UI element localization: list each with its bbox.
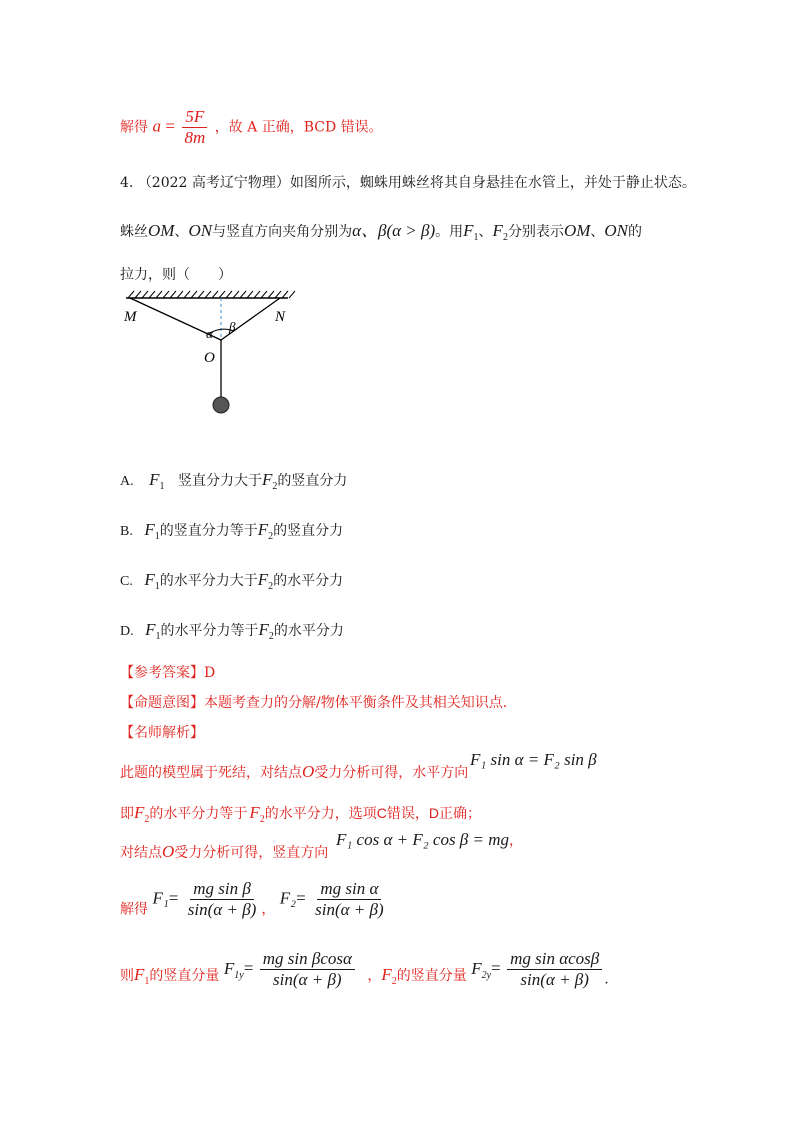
text-group (367, 964, 467, 987)
math-F2 (492, 221, 508, 243)
hatch-mark (163, 291, 169, 298)
option-ref: C (376, 805, 387, 821)
symbol: F (257, 570, 269, 589)
text: 的水平分力，选项 (264, 806, 377, 822)
spider-ball (213, 397, 229, 413)
subscript: 2 (268, 581, 274, 592)
horizontal-equation (470, 750, 597, 770)
solution-suffix: ，故 A 正确，BCD 错误。 (214, 119, 383, 136)
symbol: F (144, 570, 155, 589)
math-F2: F₂ (279, 888, 297, 908)
text: 与竖直方向夹角分别为 (212, 224, 353, 240)
option-text: 竖直分力大于 (178, 473, 263, 489)
math-F (381, 964, 397, 987)
reference-answer: 【参考答案】D (120, 665, 216, 681)
symbol: F (149, 470, 160, 489)
symbol: F (134, 803, 145, 822)
hatch-mark (275, 291, 281, 298)
math-F2 (258, 620, 274, 642)
option-ref: D (428, 805, 440, 821)
fraction-F1y (260, 950, 355, 989)
fraction-numerator: 5F (182, 108, 207, 128)
math-OM: OM (148, 221, 175, 240)
symbol: F (262, 470, 273, 489)
hatch-mark (128, 291, 134, 298)
option-text: 的水平分力 (273, 573, 344, 589)
text-group (120, 964, 220, 987)
solution-prefix: 解得 (120, 119, 148, 136)
option-letter: B. (120, 524, 133, 539)
math-F1: F₁ (152, 888, 169, 908)
hatch-mark (170, 291, 176, 298)
subscript: 2 (268, 531, 274, 542)
option-text: 的竖直分力等于 (159, 523, 258, 539)
subscript: 2 (391, 975, 397, 987)
math-F1y (223, 958, 244, 981)
math-F2 (262, 470, 278, 492)
symbol: F (463, 221, 474, 240)
math-ON: ON (188, 221, 213, 240)
subscript: 1 (154, 581, 160, 592)
symbol: F (223, 958, 235, 978)
fraction-F2 (312, 880, 387, 919)
subscript: 1 (144, 975, 150, 987)
analysis-line-1 (120, 762, 468, 782)
text: 的竖直分量 (149, 967, 220, 984)
equation: F₁ sin α = F₂ sin β (470, 750, 597, 769)
symbol: F (381, 964, 392, 984)
math-F2y (471, 958, 492, 981)
subscript: 1 (154, 531, 160, 542)
pipe-hatching (128, 291, 295, 298)
fraction-denominator: 8m (184, 128, 206, 147)
question-text-3: 拉力，则（ ） (120, 267, 232, 283)
hatch-mark (142, 291, 148, 298)
math-angles: α、β(α > β) (352, 221, 436, 240)
text: 对结点 (120, 845, 162, 861)
analysis-line-2 (120, 803, 481, 825)
text: 的竖直分量 (396, 967, 467, 984)
option-text: 的水平分力 (273, 623, 344, 639)
fraction (181, 108, 208, 147)
text: ， (261, 901, 276, 918)
analysis-line-4: 解得 F₁= $\frac{\text{mg sin β}}{\sin(\alpha + \beta)}$ ， F₂= $\frac{\text{mg sin α}}{\sin(\alpha + \beta)}$ (120, 880, 389, 919)
text: 此题的模型属于死结，对结点 (120, 765, 302, 781)
analysis-header: 【名师解析】 (120, 725, 204, 741)
text: 解得 (120, 901, 148, 918)
math-ON: ON (604, 221, 629, 240)
text: 、 (174, 224, 189, 240)
text: ， (367, 967, 382, 984)
text: 的 (628, 224, 643, 240)
subscript: 2 (144, 814, 150, 825)
fraction-numerator: mg sin β (190, 880, 254, 900)
math-F2 (257, 520, 274, 542)
math-F2 (257, 570, 274, 592)
math-F (134, 964, 150, 987)
subscript: 2y (481, 969, 492, 981)
option-a[interactable] (120, 470, 347, 492)
symbol: F (258, 620, 269, 639)
option-text: 的水平分力等于 (160, 623, 259, 639)
hatch-mark (254, 291, 260, 298)
math-F (134, 803, 150, 825)
label-N: N (275, 309, 286, 325)
option-b[interactable] (120, 520, 343, 542)
hatch-mark (268, 291, 274, 298)
hatch-mark (240, 291, 246, 298)
text: 则 (120, 967, 134, 984)
text: 。用 (435, 224, 464, 240)
hatch-mark (198, 291, 204, 298)
text: 的水平分力等于 (149, 806, 248, 822)
hatch-mark (247, 291, 253, 298)
fraction-numerator: mg sin βcosα (260, 950, 355, 970)
subscript: 2 (502, 232, 508, 243)
hatch-mark (212, 291, 218, 298)
option-c[interactable] (120, 570, 343, 592)
symbol: F (145, 620, 156, 639)
math-O: O (162, 842, 175, 861)
label-O: O (204, 350, 215, 366)
question-intent: 【命题意图】本题考查力的分解/物体平衡条件及其相关知识点. (120, 695, 508, 711)
symbol: F (257, 520, 269, 539)
symbol: F (144, 520, 155, 539)
option-letter: A. (120, 474, 134, 489)
question-line-1 (120, 172, 696, 192)
symbol: F (492, 221, 503, 240)
fraction-numerator: mg sin αcosβ (507, 950, 602, 970)
subscript: 2 (268, 631, 274, 642)
text: 分别表示 (507, 224, 564, 240)
hatch-mark (184, 291, 190, 298)
text: 、 (478, 224, 493, 240)
text: 即 (120, 806, 134, 822)
fraction-F2y (507, 950, 602, 989)
hatch-mark (177, 291, 183, 298)
math-F1 (149, 470, 165, 492)
math-F1 (144, 520, 160, 542)
hatch-mark (191, 291, 197, 298)
hatch-mark (205, 291, 211, 298)
equals-sign: = (165, 116, 175, 136)
hatch-mark (226, 291, 232, 298)
math-O: O (302, 762, 315, 781)
option-text: 的水平分力大于 (159, 573, 258, 589)
math-F1 (144, 570, 160, 592)
text: 受力分析可得，竖直方向 (174, 845, 329, 861)
option-text: 的竖直分力 (277, 473, 348, 489)
symbol: F (471, 958, 482, 978)
analysis-line-5: 则$F_1$的竖直分量 $F_{1y}=$ $\frac{\text{mg sin βcosα}}{\sin(\alpha + \beta)}$ ，$F_2$的竖直分量 $F_{2y}=$ $\frac{\text{mg sin αcosβ}}{\sin(\alpha + \beta)}$ . (120, 949, 609, 989)
option-letter: C. (120, 574, 133, 589)
math-F1 (463, 221, 479, 243)
prev-solution-line (120, 108, 383, 147)
equation: F₁ cos α + F₂ cos β = mg (336, 830, 510, 849)
analysis-line-3 (120, 842, 328, 862)
symbol: F (249, 803, 260, 822)
math-F (249, 803, 265, 825)
label-M: M (124, 309, 137, 325)
subscript: 1 (159, 481, 165, 492)
question-text-1: 如图所示，蜘蛛用蛛丝将其自身悬挂在水管上，并处于静止状态。 (289, 175, 696, 191)
fraction-denominator: sin(α + β) (520, 970, 589, 989)
fraction-denominator: sin(α + β) (187, 900, 257, 919)
subscript: 2 (259, 814, 265, 825)
hatch-mark (219, 291, 225, 298)
option-letter: D. (120, 624, 134, 639)
hatch-mark (135, 291, 141, 298)
question-number: 4. (120, 175, 134, 191)
subscript: 2 (272, 481, 278, 492)
spider-figure (118, 288, 298, 418)
hatch-mark (156, 291, 162, 298)
label-alpha: α (206, 326, 213, 341)
fraction-denominator: sin(α + β) (315, 900, 384, 919)
hatch-mark (149, 291, 155, 298)
option-d[interactable] (120, 620, 344, 642)
fraction-denominator: sin(α + β) (273, 970, 342, 989)
option-text: 的竖直分力 (273, 523, 344, 539)
text: 受力分析可得，水平方向 (314, 765, 469, 781)
var-a: a (152, 116, 161, 136)
fraction-F1 (185, 880, 260, 919)
hatch-mark (261, 291, 267, 298)
question-line-2 (120, 216, 642, 243)
text: 正确； (439, 806, 482, 822)
hatch-mark (282, 291, 288, 298)
vertical-equation (336, 830, 523, 850)
math-OM: OM (563, 221, 591, 240)
text: ， (509, 833, 524, 849)
math-F1 (145, 620, 161, 642)
subscript: 1y (234, 969, 244, 981)
text: 错误， (386, 806, 429, 822)
question-source: （2022 高考辽宁物理） (137, 175, 290, 191)
text: 、 (590, 224, 605, 240)
label-beta: β (229, 319, 236, 334)
text: 蛛丝 (120, 224, 148, 240)
hatch-mark (289, 291, 295, 298)
symbol: F (134, 964, 145, 984)
hatch-mark (233, 291, 239, 298)
question-line-3 (120, 264, 232, 284)
text: . (604, 971, 609, 988)
subscript: 1 (155, 631, 161, 642)
subscript: 1 (473, 232, 479, 243)
fraction-numerator: mg sin α (317, 880, 381, 900)
